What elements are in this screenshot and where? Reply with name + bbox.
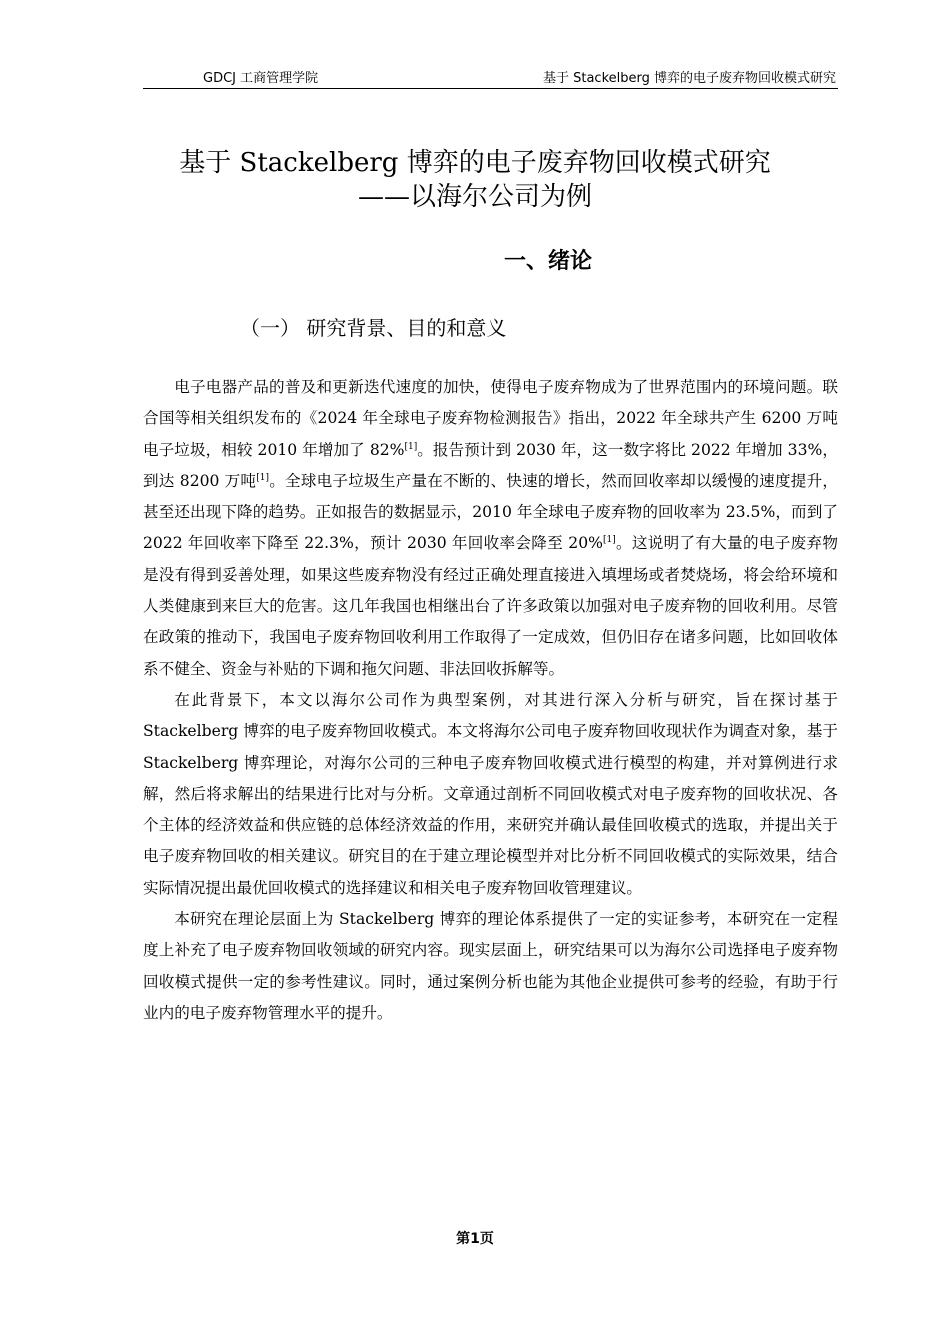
- title-line-1: 基于 Stackelberg 博弈的电子废弃物回收模式研究: [179, 148, 771, 178]
- p1-text-1: 电子电器产品的普及和更新迭代速度的加快，使得电子废弃物成为了世界范围内的环境问题。联合国等相关组织发布的《2024 年全球电子废弃物检测报告》指出，2022 年全球共产生 6200 万吨电子垃圾，相较 2010 年增加了 82%: [143, 378, 838, 459]
- header-school: GDCJ 工商管理学院: [203, 71, 319, 86]
- paragraph-3: 本研究在理论层面上为 Stackelberg 博弈的理论体系提供了一定的实证参考，本研究在一定程度上补充了电子废弃物回收领域的研究内容。现实层面上，研究结果可以为海尔公司选择电子废弃物回收模式提供一定的参考性建议。同时，通过案例分析也能为其他企业提供可参考的经验，有助于行业内的电子废弃物管理水平的提升。: [143, 910, 838, 1022]
- header-running-title: 基于 Stackelberg 博弈的电子废弃物回收模式研究: [542, 71, 836, 86]
- page-header: [143, 64, 838, 89]
- citation-ref: [1]: [256, 472, 269, 483]
- subsection-heading: （一） 研究背景、目的和意义: [240, 316, 507, 340]
- citation-ref: [1]: [602, 535, 616, 546]
- p1-text-3: 。全球电子垃圾生产量在不断的、快速的增长，然而回收率却以缓慢的速度提升，甚至还出现下降的趋势。正如报告的数据显示，2010 年全球电子废弃物的回收率为 23.5%，而到了 2022 年回收率下降至 22.3%，预计 2030 年回收率会降至 20%: [143, 471, 838, 553]
- body-text: [143, 372, 838, 1029]
- section-heading: 一、绪论: [503, 249, 592, 274]
- p1-text-2: 。报告预计到 2030 年，这一数字将比 2022 年增加 33%，到达 8200 万吨: [143, 440, 838, 490]
- paper-title: [143, 146, 807, 214]
- citation-ref: [1]: [404, 441, 418, 452]
- paragraph-1: [143, 372, 838, 685]
- page-number: 第1页: [456, 1231, 494, 1247]
- paragraph-2: 在此背景下，本文以海尔公司作为典型案例，对其进行深入分析与研究，旨在探讨基于 Stackelberg 博弈的电子废弃物回收模式。本文将海尔公司电子废弃物回收现状作为调查对象，基于 Stackelberg 博弈理论，对海尔公司的三种电子废弃物回收模式进行模型的构建，并对算例进行求解，然后将求解出的结果进行比对与分析。文章通过剖析不同回收模式对电子废弃物的回收状况、各个主体的经济效益和供应链的总体经济效益的作用，来研究并确认最佳回收模式的选取，并提出关于电子废弃物回收的相关建议。研究目的在于建立理论模型并对比分析不同回收模式的实际效果，结合实际情况提出最优回收模式的选择建议和相关电子废弃物回收管理建议。: [143, 690, 838, 897]
- p1-text-4: 。这说明了有大量的电子废弃物是没有得到妥善处理，如果这些废弃物没有经过正确处理直接进入填埋场或者焚烧场，将会给环境和人类健康到来巨大的危害。这几年我国也相继出台了许多政策以加强对电子废弃物的回收利用。尽管在政策的推动下，我国电子废弃物回收利用工作取得了一定成效，但仍旧存在诸多问题，比如回收体系不健全、资金与补贴的下调和拖欠问题、非法回收拆解等。: [143, 534, 838, 678]
- title-line-2: ——以海尔公司为例: [357, 182, 592, 212]
